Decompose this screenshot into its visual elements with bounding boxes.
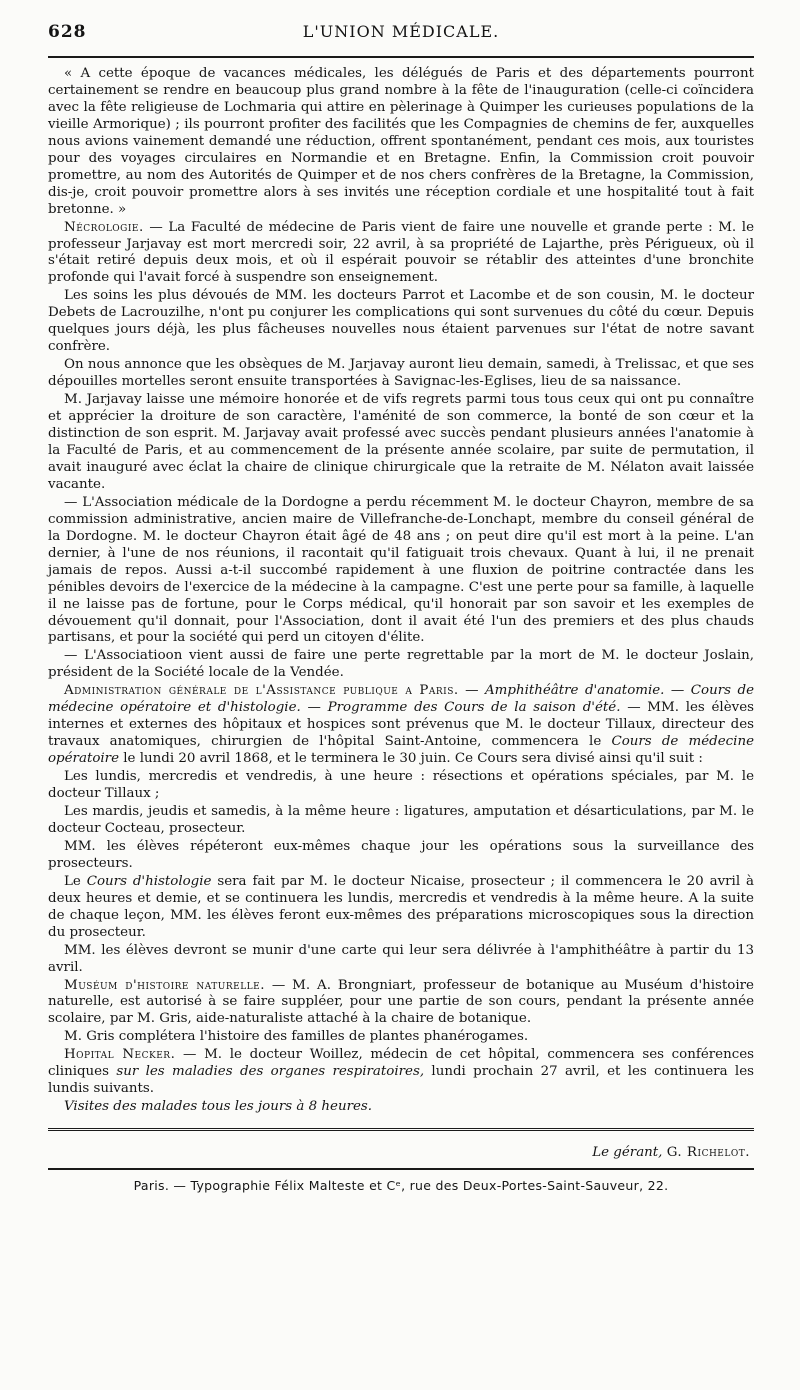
section-heading: Nécrologie. (64, 219, 144, 235)
signature-label: Le gérant, (592, 1145, 663, 1161)
paragraph-text: — MM. les élèves internes et externes des hôpitaux et hospices sont prévenus que M. le docteur Tillaux, directeur des travaux anatomiques, chirurgien de l'hôpital Saint-Antoine, commencera le (48, 700, 754, 750)
section-heading: Administration générale de l'Assistance publique a Paris. (64, 683, 459, 699)
paragraph: M. Jarjavay laisse une mémoire honorée et de vifs regrets parmi tous tous ceux qui ont pu connaître et apprécier la droiture de son caractère, l'aménité de son commerce, la bonté de son cœur et la distinction de son esprit. M. Jarjavay avait professé avec succès pendant plusieurs années l'anatomie à la Faculté de Paris, et au commencement de la présente année scolaire, par suite de permutation, il avait inauguré avec éclat la chaire de clinique chirurgicale que la retraite de M. Nélaton avait laissée vacante. (48, 392, 754, 492)
paragraph (48, 683, 754, 768)
paragraph (48, 220, 754, 288)
page-number: 628 (48, 22, 87, 42)
journal-title: L'UNION MÉDICALE. (302, 22, 500, 41)
paragraph-text: lundi prochain 27 avril, et les continuera les lundis suivants. (48, 1064, 754, 1097)
footer-rule (48, 1128, 754, 1131)
paragraph: Les lundis, mercredis et vendredis, à une heure : résections et opérations spéciales, par M. le docteur Tillaux ; (48, 769, 754, 802)
article-body (48, 66, 754, 1116)
section-heading: Muséum d'histoire naturelle. (64, 977, 265, 993)
paragraph: M. Gris complétera l'histoire des familles de plantes phanérogames. (64, 1029, 529, 1045)
paragraph (48, 1099, 754, 1116)
paragraph: MM. les élèves devront se munir d'une carte qui leur sera délivrée à l'amphithéâtre à partir du 13 avril. (48, 942, 754, 975)
italic-text: Cours d'histologie (86, 873, 212, 889)
header-rule (48, 56, 754, 58)
paragraph: « A cette époque de vacances médicales, les délégués de Paris et des départements pourront certainement se rendre en beaucoup plus grand nombre à la fête de l'inauguration (celle-ci coïncidera avec la fête religieuse de Lochmaria qui attire en pèlerinage à Quimper les curieuses populations de la vieille Armorique) ; ils pourront profiter des facilités que les Compagnies de chemins de fer, auxquelles nous avions vainement demandé une réduction, offrent spontanément, pendant ces mois, aux touristes pour des voyages circulaires en Normandie et en Bretagne. Enfin, la Commission croit pouvoir promettre, au nom des Autorités de Quimper et de nos chers confrères de la Bretagne, la Commission, dis-je, croit pouvoir promettre alors à ses invités une réception cordiale et une hospitalité tout à fait bretonne. » (48, 66, 754, 217)
paragraph-text: — M. le docteur Woillez, médecin de cet hôpital, commencera ses conférences cliniques (48, 1047, 754, 1080)
paragraph: On nous annonce que les obsèques de M. Jarjavay auront lieu demain, samedi, à Trelissac, et que ses dépouilles mortelles seront ensuite transportées à Savignac-les-Eglises, lieu de sa naissance. (48, 357, 754, 390)
italic-text: Visites des malades tous les jours à 8 heures. (64, 1099, 373, 1115)
paragraph: — L'Associatioon vient aussi de faire une perte regrettable par la mort de M. le docteur Joslain, président de la Société locale de la Vendée. (48, 648, 754, 681)
page-header (48, 14, 754, 48)
italic-text: Cours de médecine opératoire (48, 734, 754, 767)
paragraph: — L'Association médicale de la Dordogne a perdu récemment M. le docteur Chayron, membre de sa commission administrative, ancien maire de Villefranche-de-Lonchapt, membre du conseil général de la Dordogne. M. le docteur Chayron était âgé de 48 ans ; on peut dire qu'il est mort à la peine. L'an dernier, à l'une de nos réunions, il racontait qu'il fatiguait trois chevaux. Quant à lui, il ne prenait jamais de repos. Aussi a-t-il succombé rapidement à une fluxion de poitrine contractée dans les pénibles devoirs de l'exercice de la médecine à la campagne. C'est une perte pour sa famille, à laquelle il ne laisse pas de fortune, pour le Corps médical, qu'il honorait par son savoir et les exemples de dévouement qu'il donnait, pour l'Association, dont il avait été l'un des premiers et des plus chauds partisans, et pour la société qui perd un citoyen d'élite. (48, 494, 754, 646)
italic-text: sur les maladies des organes respiratoires, (116, 1064, 425, 1080)
paragraph: Les soins les plus dévoués de MM. les docteurs Parrot et Lacombe et de son cousin, M. le docteur Debets de Lacrouzilhe, n'ont pu conjurer les complications qui sont survenues du côté du cœur. Depuis quelques jours déjà, les plus fâcheuses nouvelles nous étaient parvenues sur l'état de notre savant confrère. (48, 288, 754, 355)
paragraph (48, 978, 754, 1029)
printer-imprint: Paris. — Typographie Félix Malteste et Cᵉ, rue des Deux-Portes-Saint-Sauveur, 22. (133, 1178, 669, 1194)
paragraph (48, 874, 754, 942)
signature (48, 1145, 754, 1160)
paragraph-text: sera fait par M. le docteur Nicaise, prosecteur ; il commencera le 20 avril à deux heures et demie, et se continuera les lundis, mercredis et vendredis à la même heure. A la suite de chaque leçon, MM. les élèves feront eux-mêmes des préparations microscopiques sous la direction du prosecteur. (48, 873, 755, 940)
paragraph: MM. les élèves répéteront eux-mêmes chaque jour les opérations sous la surveillance des prosecteurs. (48, 838, 754, 871)
section-heading: Hopital Necker. (64, 1047, 176, 1063)
italic-text: — Amphithéâtre d'anatomie. — Cours de médecine opératoire et d'histologie. — Programme des Cours de la saison d'été. (48, 683, 754, 716)
signature-name: G. Richelot. (666, 1145, 750, 1161)
paragraph-text: — La Faculté de médecine de Paris vient de faire une nouvelle et grande perte : M. le professeur Jarjavay est mort mercredi soir, 22 avril, à sa propriété de Lajarthe, près Périgueux, où il s'était retiré depuis deux mois, et où il espérait pouvoir se rétablir des atteintes d'une bronchite profonde qui l'avait forcé à suspendre son enseignement. (48, 219, 754, 286)
paragraph-text: le lundi 20 avril 1868, et le terminera le 30 juin. Ce Cours sera divisé ainsi qu'il suit : (119, 751, 703, 767)
paragraph-text: — M. A. Brongniart, professeur de botanique au Muséum d'histoire naturelle, est autorisé à se faire suppléer, pour une partie de son cours, pendant la présente année scolaire, par M. Gris, aide-naturaliste attaché à la chaire de botanique. (48, 977, 754, 1027)
paragraph: Les mardis, jeudis et samedis, à la même heure : ligatures, amputation et désarticulations, par M. le docteur Cocteau, prosecteur. (48, 803, 754, 836)
paragraph-text: Le (64, 873, 87, 889)
paragraph (48, 1047, 754, 1098)
printer-rule (48, 1168, 754, 1170)
journal-page (48, 14, 754, 1374)
